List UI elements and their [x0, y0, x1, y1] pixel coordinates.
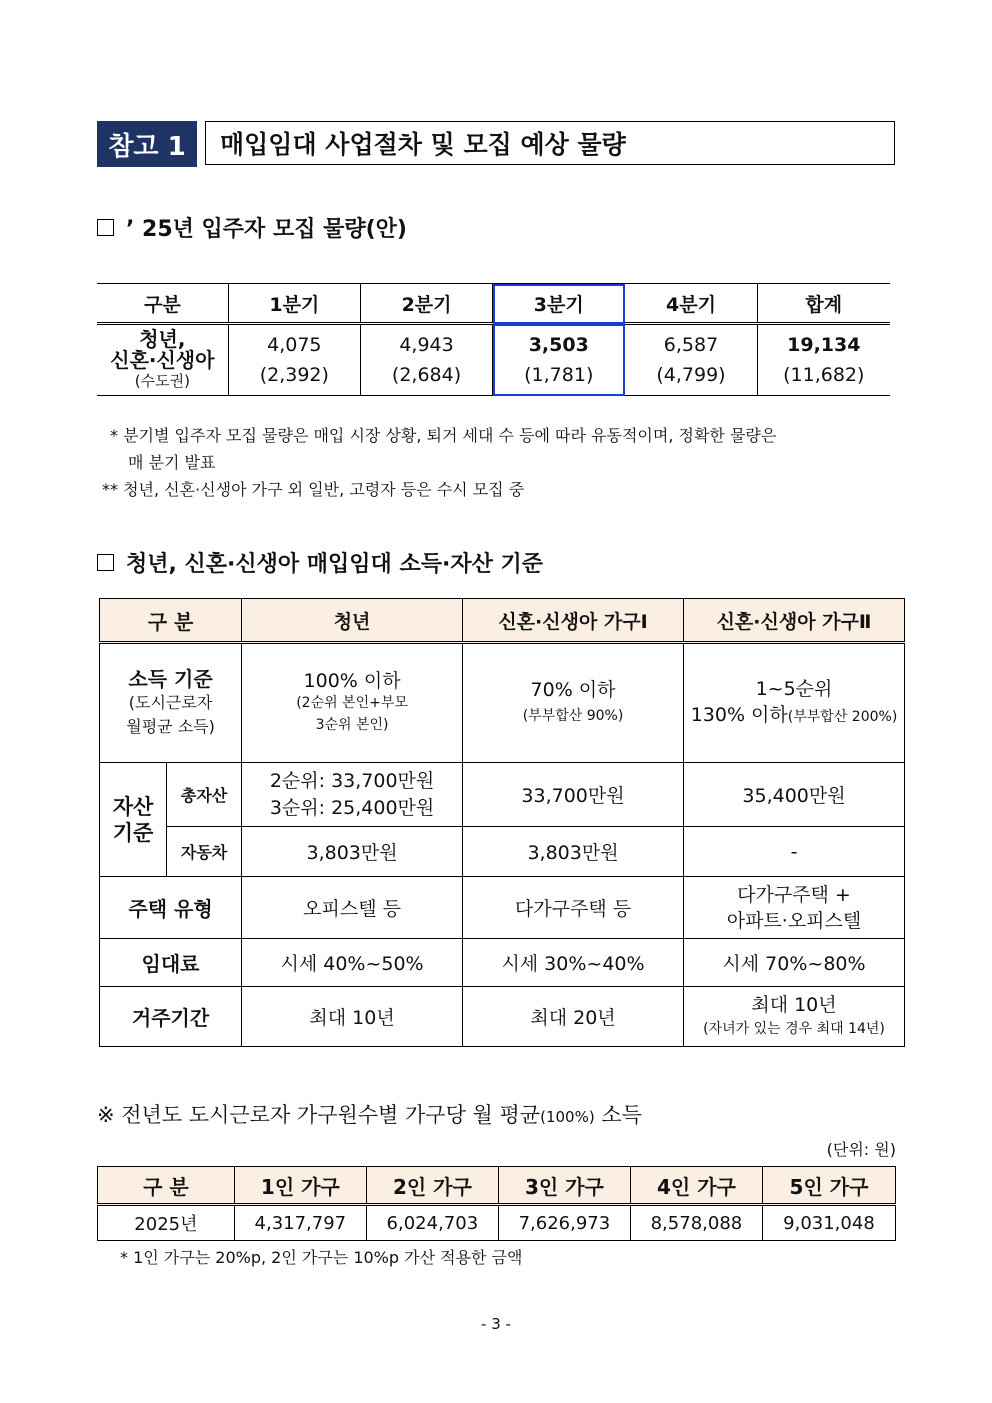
checkbox-square-icon [97, 554, 114, 571]
period-youth: 최대 10년 [242, 987, 463, 1047]
car-n2: - [683, 827, 904, 877]
cell-main: 4,943 [399, 334, 454, 356]
total-asset-line: 3순위: 25,400만원 [269, 796, 435, 819]
col-header: 2인 가구 [366, 1167, 498, 1205]
reference-badge: 참고 1 [97, 121, 197, 167]
cell-main: 19,134 [787, 334, 861, 356]
period-n2 [683, 987, 904, 1047]
car-n1: 3,803만원 [463, 827, 684, 877]
housing-n2 [683, 877, 904, 939]
col-header: 1인 가구 [234, 1167, 366, 1205]
col-header: 2분기 [360, 284, 492, 324]
income-cell: 9,031,048 [762, 1205, 895, 1241]
section3-note: * 1인 가구는 20%p, 2인 가구는 10%p 가산 적용한 금액 [120, 1248, 523, 1267]
cell-sub: (4,799) [656, 364, 726, 386]
income-label: 소득 기준 [128, 667, 213, 691]
col-header: 3인 가구 [498, 1167, 630, 1205]
unit-label: (단위: 원) [826, 1140, 896, 1159]
checkbox-square-icon [97, 219, 114, 236]
cell-sub: (2,684) [391, 364, 462, 386]
period-n2-sub: (자녀가 있는 경우 최대 14년) [703, 1020, 885, 1037]
section3-title [97, 1099, 642, 1129]
section1-heading [97, 212, 407, 243]
total-asset-n2: 35,400만원 [683, 763, 904, 827]
income-youth-sub: (2순위 본인+부모 [296, 695, 408, 711]
row-label-line: 청년, [139, 326, 186, 351]
col-header: 합계 [757, 284, 890, 324]
car-youth: 3,803만원 [242, 827, 463, 877]
section2-title: 청년, 신혼·신생아 매입임대 소득·자산 기준 [126, 552, 543, 577]
col-header: 신혼·신생아 가구Ⅰ [463, 599, 684, 643]
income-label-cell [100, 643, 242, 763]
recruitment-volume-table [97, 283, 890, 396]
car-label: 자동차 [167, 827, 242, 877]
col-header-highlighted: 3분기 [493, 284, 625, 324]
note-line: 매 분기 발표 [128, 453, 216, 472]
cell-main: 3,503 [528, 334, 589, 356]
row-label-line: 신혼·신생아 [110, 347, 215, 372]
housing-n2-line: 아파트·오피스텔 [726, 909, 862, 932]
section3-title-end: 소득 [594, 1103, 642, 1127]
housing-n2-line: 다가구주택 + [737, 883, 851, 906]
total-asset-line: 2순위: 33,700만원 [269, 769, 435, 792]
col-header: 구 분 [98, 1167, 235, 1205]
rent-n2: 시세 70%~80% [683, 939, 904, 987]
income-cell: 6,024,703 [366, 1205, 498, 1241]
income-asset-criteria-table [99, 598, 905, 1047]
col-header: 4인 가구 [630, 1167, 762, 1205]
income-n2-line2: 130% 이하 [690, 704, 788, 726]
cell-sub: (2,392) [259, 364, 329, 386]
income-youth-main: 100% 이하 [303, 670, 401, 692]
period-label: 거주기간 [100, 987, 242, 1047]
rent-label: 임대료 [100, 939, 242, 987]
income-youth-sub: 3순위 본인) [315, 717, 389, 733]
section1-notes [110, 422, 900, 476]
housing-label: 주택 유형 [100, 877, 242, 939]
rent-youth: 시세 40%~50% [242, 939, 463, 987]
col-header: 청년 [242, 599, 463, 643]
cell-q3-highlighted [493, 324, 625, 396]
asset-label: 기준 [112, 820, 154, 845]
income-youth [242, 643, 463, 763]
income-label-sub: (도시근로자 [128, 693, 213, 712]
year-cell: 2025년 [98, 1205, 235, 1241]
cell-total [757, 324, 890, 396]
asset-label: 자산 [112, 794, 154, 819]
period-n2-main: 최대 10년 [751, 993, 837, 1016]
urban-worker-income-table [97, 1166, 896, 1241]
income-n2-main: 1~5순위 [755, 678, 833, 700]
section2-heading [97, 547, 543, 578]
cell-main: 4,075 [267, 334, 322, 356]
cell-main: 6,587 [663, 334, 719, 356]
asset-label-cell [100, 763, 167, 877]
cell-q1 [228, 324, 360, 396]
cell-sub: (1,781) [524, 364, 594, 386]
cell-sub: (11,682) [783, 364, 865, 386]
total-asset-youth [242, 763, 463, 827]
section1-title: ’ 25년 입주자 모집 물량(안) [126, 217, 407, 242]
col-header: 구 분 [100, 599, 242, 643]
cell-q4 [625, 324, 757, 396]
section3-title-small: (100%) [540, 1108, 595, 1126]
cell-q2 [360, 324, 492, 396]
col-header: 1분기 [228, 284, 360, 324]
period-n1: 최대 20년 [463, 987, 684, 1047]
income-n2-sub: (부부합산 200%) [787, 709, 898, 725]
section3-title-main: ※ 전년도 도시근로자 가구원수별 가구당 월 평균 [97, 1103, 541, 1127]
income-cell: 8,578,088 [630, 1205, 762, 1241]
income-cell: 7,626,973 [498, 1205, 630, 1241]
income-n1-main: 70% 이하 [530, 679, 616, 701]
row-label-sub: (수도권) [134, 371, 190, 390]
housing-youth: 오피스텔 등 [242, 877, 463, 939]
income-label-sub: 월평균 소득) [126, 717, 215, 736]
col-header: 신혼·신생아 가구Ⅱ [683, 599, 904, 643]
note-line: ** 청년, 신혼·신생아 가구 외 일반, 고령자 등은 수시 모집 중 [102, 480, 525, 499]
income-cell: 4,317,797 [234, 1205, 366, 1241]
income-newlywed2 [683, 643, 904, 763]
income-newlywed1 [463, 643, 684, 763]
page-number: - 3 - [481, 1315, 511, 1333]
page-title: 매입임대 사업절차 및 모집 예상 물량 [205, 121, 895, 165]
total-asset-label: 총자산 [167, 763, 242, 827]
col-header: 구분 [97, 284, 228, 324]
rent-n1: 시세 30%~40% [463, 939, 684, 987]
housing-n1: 다가구주택 등 [463, 877, 684, 939]
total-asset-n1: 33,700만원 [463, 763, 684, 827]
col-header: 5인 가구 [762, 1167, 895, 1205]
row-label [97, 324, 228, 396]
col-header: 4분기 [625, 284, 757, 324]
note-line: * 분기별 입주자 모집 물량은 매입 시장 상황, 퇴거 세대 수 등에 따라 유동적이며, 정확한 물량은 [110, 426, 777, 445]
income-n1-sub: (부부합산 90%) [522, 708, 624, 724]
